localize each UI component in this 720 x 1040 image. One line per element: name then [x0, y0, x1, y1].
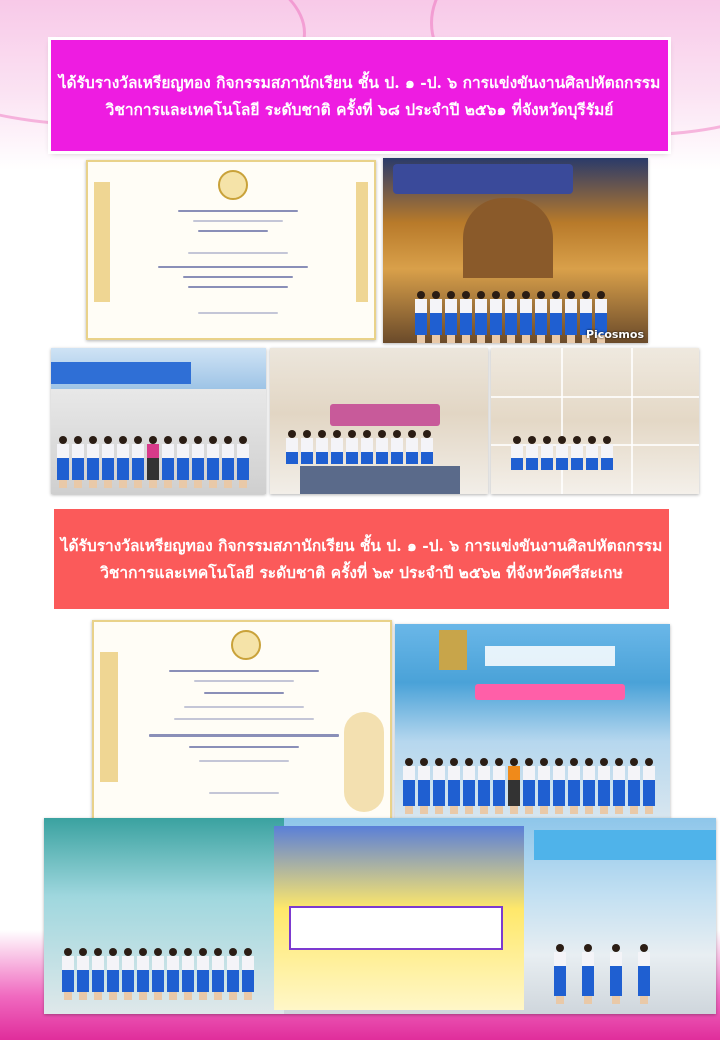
award-banner-68 — [51, 40, 668, 151]
competition-photo-hall-2 — [491, 348, 699, 494]
banner-line-2: วิชาการและเทคโนโลยี ระดับชาติ ครั้งที่ ๖๙ ประจำปี ๒๕๖๒ ที่จังหวัดศรีสะเกษ — [100, 563, 623, 582]
group-photo-school-hall — [395, 624, 670, 820]
photo-watermark: Picosmos — [585, 328, 644, 341]
banner-line-1: ได้รับรางวัลเหรียญทอง กิจกรรมสภานักเรียน ชั้น ป. ๑ -ป. ๖ การแข่งขันงานศิลปหัตถกรรม — [58, 72, 661, 92]
certificate-image-69 — [92, 620, 392, 820]
competition-photo-hall — [270, 348, 488, 494]
group-photo-stage — [383, 158, 648, 343]
certificate-image-68 — [86, 160, 376, 340]
group-photo-collage-bottom — [44, 818, 716, 1014]
banner-line-2: วิชาการและเทคโนโลยี ระดับชาติ ครั้งที่ ๖๘ ประจำปี ๒๕๖๑ ที่จังหวัดบุรีรัมย์ — [105, 99, 614, 119]
banner-line-1: ได้รับรางวัลเหรียญทอง กิจกรรมสภานักเรียน ชั้น ป. ๑ -ป. ๖ การแข่งขันงานศิลปหัตถกรรม — [60, 536, 663, 555]
award-banner-69 — [54, 509, 669, 609]
group-photo-outdoor — [51, 348, 266, 494]
